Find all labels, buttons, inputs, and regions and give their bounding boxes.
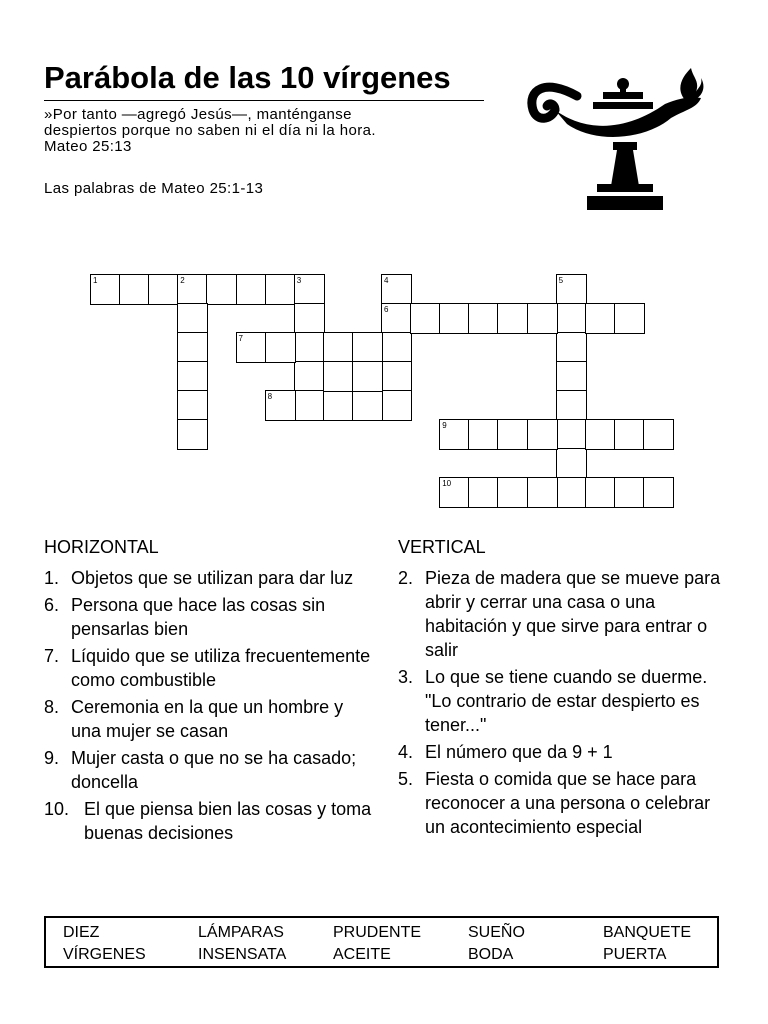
page-title: Parábola de las 10 vírgenes bbox=[44, 60, 451, 95]
clue-vertical-3 bbox=[398, 665, 728, 737]
crossword-cell[interactable] bbox=[177, 274, 208, 305]
crossword-cell[interactable] bbox=[177, 332, 208, 363]
clue-number: 7. bbox=[44, 646, 60, 666]
crossword-cell[interactable] bbox=[497, 477, 528, 508]
crossword-cell[interactable] bbox=[177, 303, 208, 334]
crossword-cell[interactable] bbox=[294, 361, 325, 392]
crossword-cell[interactable] bbox=[585, 477, 616, 508]
crossword-cell[interactable] bbox=[90, 274, 121, 305]
crossword-cell[interactable] bbox=[148, 274, 179, 305]
crossword-cell[interactable] bbox=[381, 303, 412, 334]
crossword-cell[interactable] bbox=[468, 303, 499, 334]
crossword-cell[interactable] bbox=[323, 361, 354, 392]
clue-number-label: 10 bbox=[442, 479, 452, 489]
crossword-cell[interactable] bbox=[265, 274, 296, 305]
clue-number-label: 6 bbox=[384, 304, 389, 314]
clue-text: Pieza de madera que se mueve para abrir y cerrar una casa o una habitación y que sirve para entrar o salir bbox=[425, 568, 721, 660]
word-bank-item: SUEÑO bbox=[468, 924, 525, 941]
crossword-cell[interactable] bbox=[236, 274, 267, 305]
verse-line: despiertos porque no saben ni el día ni la hora. bbox=[44, 122, 376, 139]
crossword-cell[interactable] bbox=[439, 419, 470, 450]
crossword-cell[interactable] bbox=[556, 332, 587, 363]
crossword-cell[interactable] bbox=[294, 390, 325, 421]
clue-number-label: 4 bbox=[384, 275, 389, 285]
clue-number-label: 2 bbox=[180, 275, 185, 285]
crossword-cell[interactable] bbox=[294, 332, 325, 363]
crossword-cell[interactable] bbox=[177, 419, 208, 450]
clue-number-label: 1 bbox=[93, 275, 98, 285]
clue-number: 10. bbox=[44, 799, 70, 819]
clue-text: Objetos que se utilizan para dar luz bbox=[71, 568, 354, 588]
crossword-cell[interactable] bbox=[352, 332, 383, 363]
crossword-cell[interactable] bbox=[614, 303, 645, 334]
crossword-cell[interactable] bbox=[294, 303, 325, 334]
clue-horizontal-1 bbox=[44, 566, 374, 590]
crossword-cell[interactable] bbox=[614, 477, 645, 508]
clue-number: 9. bbox=[44, 748, 60, 768]
crossword-cell[interactable] bbox=[468, 477, 499, 508]
horizontal-clues bbox=[44, 566, 374, 848]
crossword-cell[interactable] bbox=[556, 274, 587, 305]
crossword-cell[interactable] bbox=[556, 303, 587, 334]
clue-number: 4. bbox=[398, 742, 414, 762]
clue-text: Ceremonia en la que un hombre y una mujer se casan bbox=[71, 697, 344, 741]
clue-horizontal-7 bbox=[44, 644, 374, 692]
clue-text: Mujer casta o que no se ha casado; doncella bbox=[71, 748, 357, 792]
crossword-cell[interactable] bbox=[585, 419, 616, 450]
crossword-cell[interactable] bbox=[497, 303, 528, 334]
clue-text: Líquido que se utiliza frecuentemente como combustible bbox=[71, 646, 371, 690]
crossword-cell[interactable] bbox=[265, 332, 296, 363]
clue-horizontal-8 bbox=[44, 695, 374, 743]
vertical-clues bbox=[398, 566, 728, 842]
crossword-cell[interactable] bbox=[381, 274, 412, 305]
clue-horizontal-10 bbox=[44, 797, 374, 845]
clue-number-label: 5 bbox=[558, 275, 564, 285]
clue-vertical-2 bbox=[398, 566, 728, 662]
crossword-cell[interactable] bbox=[177, 390, 208, 421]
clue-text: Persona que hace las cosas sin pensarlas bien bbox=[71, 595, 326, 639]
crossword-cell[interactable] bbox=[236, 332, 267, 363]
horizontal-heading: HORIZONTAL bbox=[44, 537, 159, 557]
crossword-cell[interactable] bbox=[381, 390, 412, 421]
crossword-cell[interactable] bbox=[265, 390, 296, 421]
crossword-cell[interactable] bbox=[439, 477, 470, 508]
verse-line: »Por tanto —agregó Jesús—, manténganse bbox=[44, 106, 352, 123]
clue-text: Fiesta o comida que se hace para reconocer a una persona o celebrar un acontecimiento especial bbox=[425, 769, 711, 837]
word-bank-item: VÍRGENES bbox=[63, 946, 146, 963]
clue-number-label: 9 bbox=[442, 421, 447, 430]
crossword-cell[interactable] bbox=[177, 361, 208, 392]
word-bank-item: BODA bbox=[468, 946, 514, 963]
clue-number: 8. bbox=[44, 697, 60, 717]
crossword-cell[interactable] bbox=[556, 419, 587, 450]
crossword-cell[interactable] bbox=[585, 303, 616, 334]
subtitle: Las palabras de Mateo 25:1-13 bbox=[44, 180, 264, 197]
clue-vertical-4 bbox=[398, 740, 728, 764]
crossword-cell[interactable] bbox=[468, 419, 499, 450]
verse-line: Mateo 25:13 bbox=[44, 138, 132, 155]
word-bank-item: PRUDENTE bbox=[333, 924, 422, 941]
crossword-cell[interactable] bbox=[410, 303, 441, 334]
crossword-cell[interactable] bbox=[381, 361, 412, 392]
crossword-cell[interactable] bbox=[352, 390, 383, 421]
crossword-cell[interactable] bbox=[527, 303, 558, 334]
clue-text: El número que da 9 + 1 bbox=[425, 742, 613, 762]
clue-number-label: 8 bbox=[267, 391, 273, 401]
word-bank-item: BANQUETE bbox=[603, 924, 692, 941]
clue-number: 5. bbox=[398, 769, 414, 789]
vertical-heading: VERTICAL bbox=[398, 537, 486, 557]
clue-number-label: 3 bbox=[296, 275, 302, 285]
word-bank-item: DIEZ bbox=[63, 924, 100, 941]
crossword-cell[interactable] bbox=[323, 332, 354, 363]
crossword-cell[interactable] bbox=[527, 477, 558, 508]
crossword-cell[interactable] bbox=[556, 390, 587, 421]
crossword-cell[interactable] bbox=[643, 477, 674, 508]
crossword-cell[interactable] bbox=[556, 448, 587, 479]
clue-text: Lo que se tiene cuando se duerme. "Lo contrario de estar despierto es tener..." bbox=[425, 667, 708, 735]
clue-number-label: 7 bbox=[238, 333, 243, 343]
word-bank-item: LÁMPARAS bbox=[198, 924, 284, 941]
word-bank-item: INSENSATA bbox=[198, 946, 287, 963]
crossword-cell[interactable] bbox=[497, 419, 528, 450]
crossword-cell[interactable] bbox=[614, 419, 645, 450]
word-bank-item: ACEITE bbox=[333, 946, 391, 963]
clue-number: 2. bbox=[398, 568, 414, 588]
clue-horizontal-9 bbox=[44, 746, 374, 794]
crossword-cell[interactable] bbox=[643, 419, 674, 450]
crossword-cell[interactable] bbox=[556, 477, 587, 508]
word-bank bbox=[44, 916, 719, 968]
clue-text: El que piensa bien las cosas y toma buenas decisiones bbox=[84, 799, 372, 843]
crossword-cell[interactable] bbox=[206, 274, 237, 305]
crossword-cell[interactable] bbox=[323, 390, 354, 421]
word-bank-item: PUERTA bbox=[603, 946, 667, 963]
crossword-cell[interactable] bbox=[439, 303, 470, 334]
crossword-cell[interactable] bbox=[527, 419, 558, 450]
clue-number: 6. bbox=[44, 595, 60, 615]
crossword-cell[interactable] bbox=[352, 361, 383, 392]
crossword-cell[interactable] bbox=[556, 361, 587, 392]
crossword-cell[interactable] bbox=[381, 332, 412, 363]
clue-number: 3. bbox=[398, 667, 414, 687]
clue-vertical-5 bbox=[398, 767, 728, 839]
clue-horizontal-6 bbox=[44, 593, 374, 641]
clue-number: 1. bbox=[44, 568, 60, 588]
crossword-cell[interactable] bbox=[119, 274, 150, 305]
crossword-cell[interactable] bbox=[294, 274, 325, 305]
